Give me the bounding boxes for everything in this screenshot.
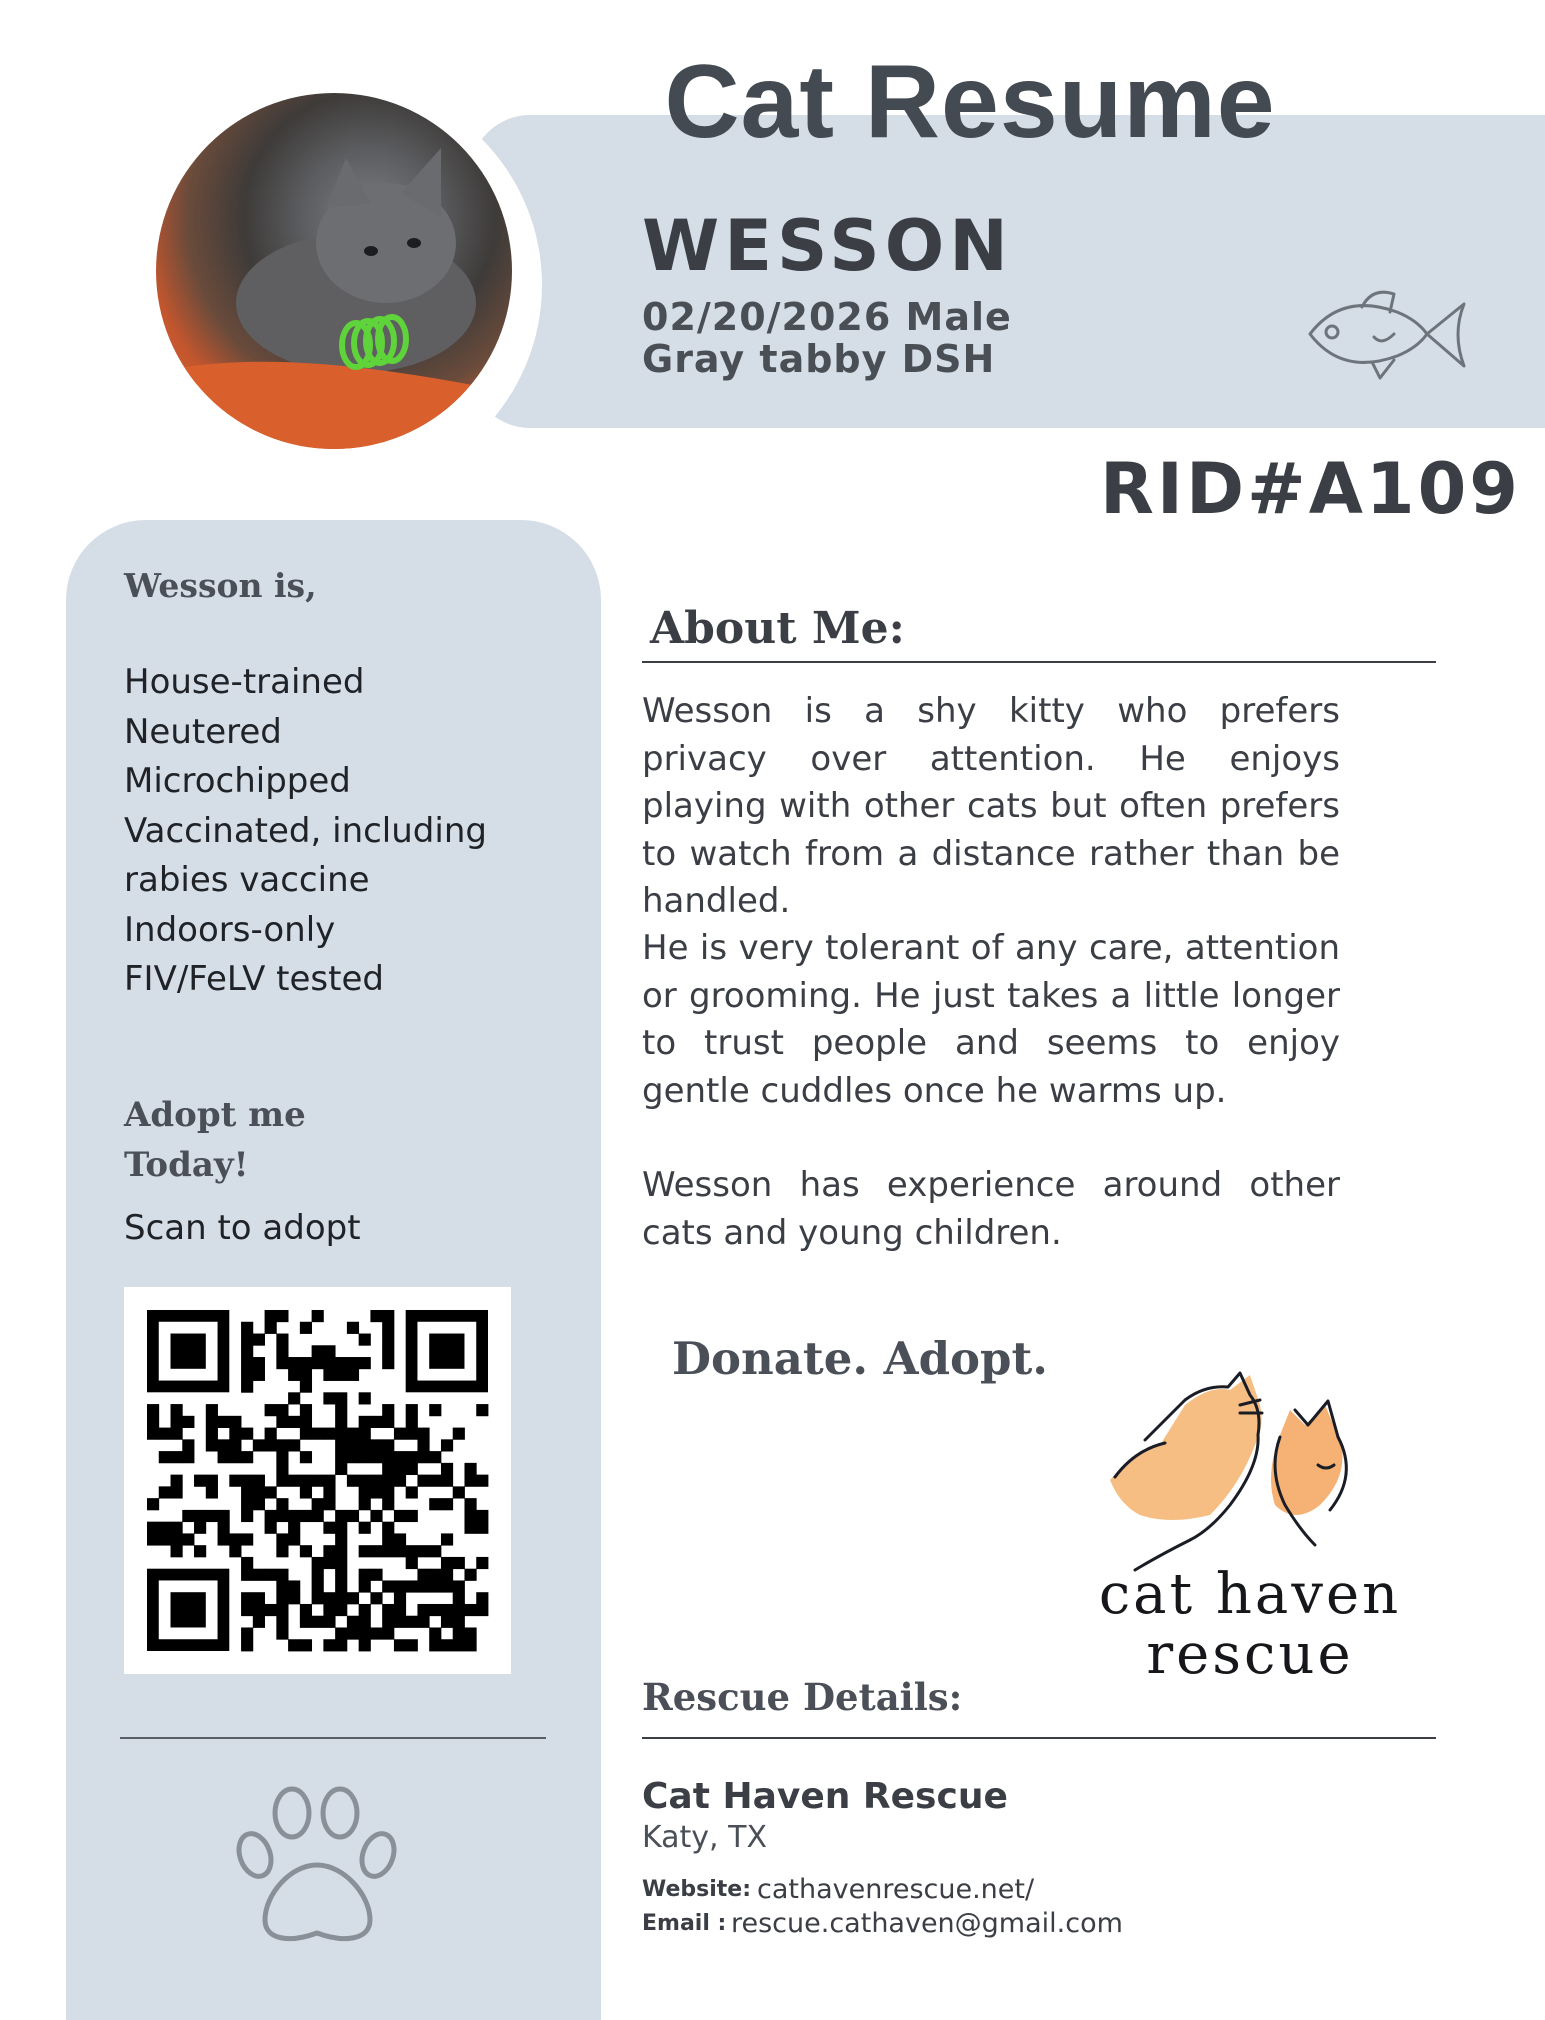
org-location: Katy, TX	[642, 1820, 767, 1855]
cat-photo-art	[156, 93, 512, 449]
qr-code-graphic	[124, 1287, 511, 1674]
cat-name: WESSON	[642, 205, 1013, 287]
rescue-id: RID#A109	[1100, 448, 1521, 530]
page-title: Cat Resume	[664, 44, 1276, 160]
org-name: Cat Haven Rescue	[642, 1776, 1008, 1817]
rescue-details-heading: Rescue Details:	[642, 1675, 963, 1719]
donate-adopt-tagline: Donate. Adopt.	[672, 1332, 1048, 1385]
adopt-heading: Adopt me Today!	[124, 1095, 306, 1185]
logo-wordmark	[1080, 1562, 1420, 1687]
fish-icon	[1302, 282, 1472, 392]
list-item: Neutered	[124, 711, 282, 752]
about-paragraph: Wesson has experience around other cats and young children.	[642, 1165, 1340, 1253]
list-item: House-trained	[124, 662, 365, 702]
logo-line-1: cat haven	[1098, 1562, 1402, 1627]
cat-dob-sex: 02/20/2026 Male	[642, 295, 1012, 339]
list-item: Indoors-only	[124, 909, 336, 950]
sidebar-divider	[120, 1737, 546, 1739]
email-link[interactable]: rescue.cathaven@gmail.com	[731, 1908, 1123, 1939]
list-item: Vaccinated, including	[124, 810, 487, 851]
list-item: rabies vaccine	[124, 860, 370, 900]
adopt-qr-code[interactable]	[124, 1287, 511, 1674]
about-heading: About Me:	[650, 603, 905, 654]
website-link[interactable]: cathavenrescue.net/	[757, 1874, 1035, 1905]
logo-line-2: rescue	[1146, 1622, 1354, 1687]
cat-photo	[156, 93, 512, 449]
list-item: FIV/FeLV tested	[124, 959, 384, 999]
scan-to-adopt-text: Scan to adopt	[124, 1208, 361, 1248]
paw-icon	[230, 1775, 405, 1950]
about-paragraph: He is very tolerant of any care, attention or grooming. He just takes a little longer to trust people and seems to enjoy gentle cuddles once he warms up.	[642, 928, 1340, 1111]
rescue-divider	[642, 1737, 1436, 1739]
traits-heading: Wesson is,	[124, 566, 317, 605]
cat-breed: Gray tabby DSH	[642, 337, 996, 381]
email-label: Email :	[642, 1911, 727, 1936]
cat-haven-logo	[1090, 1365, 1410, 1575]
list-item: Microchipped	[124, 761, 351, 801]
about-paragraph: Wesson is a shy kitty who prefers privacy over attention. He enjoys playing with other cats but often prefers to watch from a distance rather than be handled.	[642, 691, 1340, 921]
website-label: Website:	[642, 1877, 752, 1902]
traits-list	[124, 658, 487, 1005]
about-divider	[642, 661, 1436, 663]
